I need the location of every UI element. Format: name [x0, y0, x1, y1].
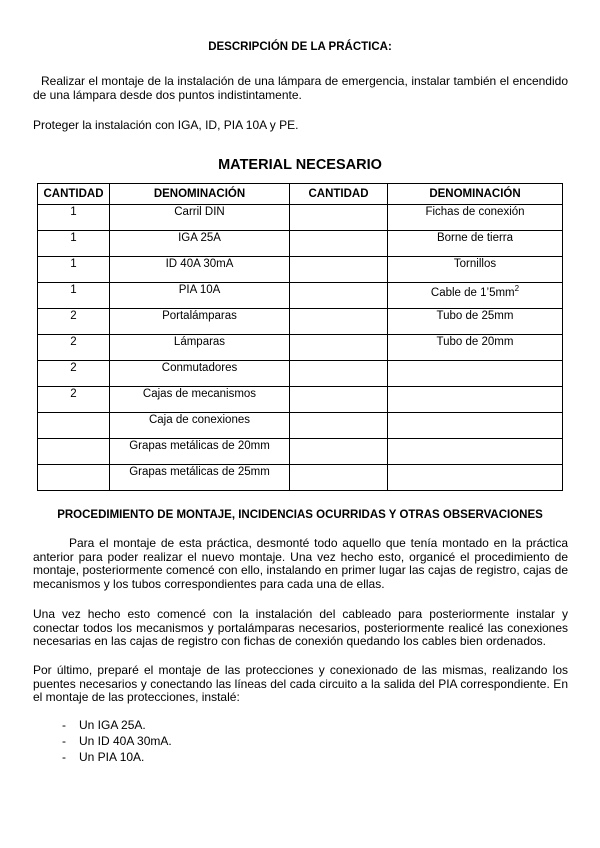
table-row — [38, 361, 563, 387]
cell-name-right — [388, 465, 563, 491]
cell-name-right: Tornillos — [388, 257, 563, 283]
material-table-header — [38, 184, 563, 205]
practice-protection-note: Proteger la instalación con IGA, ID, PIA 10A y PE. — [33, 118, 299, 132]
cell-name: Carril DIN — [110, 205, 290, 231]
cell-quantity: 1 — [38, 257, 110, 283]
column-header-name: DENOMINACIÓN — [110, 184, 290, 205]
material-heading: MATERIAL NECESARIO — [218, 157, 382, 173]
table-row — [38, 439, 563, 465]
cell-name: Grapas metálicas de 20mm — [110, 439, 290, 465]
table-row — [38, 335, 563, 361]
cell-quantity — [38, 465, 110, 491]
table-row — [38, 413, 563, 439]
cell-name: PIA 10A — [110, 283, 290, 309]
cell-name-right — [388, 387, 563, 413]
cell-quantity-right — [290, 309, 388, 335]
cell-quantity-right — [290, 465, 388, 491]
practice-description: Realizar el montaje de la instalación de una lámpara de emergencia, instalar también el encendido de una lámpara desde dos puntos indistintamente. — [33, 74, 568, 102]
cell-quantity-right — [290, 439, 388, 465]
cell-quantity-right — [290, 387, 388, 413]
cell-name-right: Tubo de 25mm — [388, 309, 563, 335]
procedure-paragraph-3: Por último, preparé el montaje de las protecciones y conexionado de las mismas, realizando los puentes necesarios y conectando las líneas del cada circuito a la salida del PIA correspondiente. En el montaje de las protecciones, instalé: — [33, 663, 568, 704]
column-header-quantity: CANTIDAD — [38, 184, 110, 205]
cell-quantity: 1 — [38, 231, 110, 257]
cell-name: Lámparas — [110, 335, 290, 361]
cell-quantity-right — [290, 335, 388, 361]
table-row — [38, 465, 563, 491]
column-header-quantity-right: CANTIDAD — [290, 184, 388, 205]
table-row — [38, 309, 563, 335]
procedure-paragraph-2: Una vez hecho esto comencé con la instalación del cableado para posteriormente instalar y conectar todos los mecanismos y portalámparas necesarios, posteriormente realicé las conexiones necesarias en las cajas de registro con fichas de conexión quedando los cables bien ordenados. — [33, 607, 568, 648]
list-item: - Un IGA 25A. — [62, 718, 146, 732]
list-bullet: - — [62, 718, 66, 732]
cell-quantity-right — [290, 257, 388, 283]
cell-name-right — [388, 361, 563, 387]
cell-quantity: 1 — [38, 205, 110, 231]
procedure-paragraph-1: Para el montaje de esta práctica, desmonté todo aquello que tenía montado en la práctica anterior para poder realizar el nuevo montaje. Una vez hecho esto, organicé el procedimiento de montaje, posteriormente comencé con ello, instalando en primer lugar las cajas de registro, cajas de mecanismos y los tubos correspondientes para cada una de ellas. — [33, 536, 568, 591]
procedure-heading: PROCEDIMIENTO DE MONTAJE, INCIDENCIAS OCURRIDAS Y OTRAS OBSERVACIONES — [57, 509, 543, 521]
column-header-name-right: DENOMINACIÓN — [388, 184, 563, 205]
protections-list — [62, 717, 172, 765]
cell-quantity: 1 — [38, 283, 110, 309]
cell-quantity — [38, 413, 110, 439]
cell-quantity: 2 — [38, 387, 110, 413]
cell-name-right: Borne de tierra — [388, 231, 563, 257]
list-bullet: - — [62, 750, 66, 764]
cell-quantity-right — [290, 231, 388, 257]
cell-quantity-right — [290, 205, 388, 231]
list-bullet: - — [62, 734, 66, 748]
cell-quantity: 2 — [38, 335, 110, 361]
material-table — [37, 183, 563, 491]
cell-name-right: Tubo de 20mm — [388, 335, 563, 361]
cell-name: Grapas metálicas de 25mm — [110, 465, 290, 491]
cell-name-right — [388, 413, 563, 439]
table-row — [38, 231, 563, 257]
unit-superscript: 2 — [514, 284, 520, 293]
table-row — [38, 283, 563, 309]
cell-quantity-right — [290, 361, 388, 387]
cell-name-right: Cable de $1’5mm^2$ — [388, 283, 563, 309]
practice-heading: DESCRIPCIÓN DE LA PRÁCTICA: — [208, 41, 392, 53]
cell-name: Cajas de mecanismos — [110, 387, 290, 413]
cell-quantity: 2 — [38, 361, 110, 387]
cell-name: Conmutadores — [110, 361, 290, 387]
cell-name-right: Fichas de conexión — [388, 205, 563, 231]
cell-quantity — [38, 439, 110, 465]
cell-quantity: 2 — [38, 309, 110, 335]
cell-name: ID 40A 30mA — [110, 257, 290, 283]
cell-name: Caja de conexiones — [110, 413, 290, 439]
table-row — [38, 205, 563, 231]
cell-name: Portalámparas — [110, 309, 290, 335]
table-row — [38, 387, 563, 413]
cell-quantity-right — [290, 413, 388, 439]
list-item: - Un PIA 10A. — [62, 750, 145, 764]
cell-name: IGA 25A — [110, 231, 290, 257]
cell-quantity-right — [290, 283, 388, 309]
cell-name-right — [388, 439, 563, 465]
list-item: - Un ID 40A 30mA. — [62, 734, 172, 748]
table-row — [38, 257, 563, 283]
